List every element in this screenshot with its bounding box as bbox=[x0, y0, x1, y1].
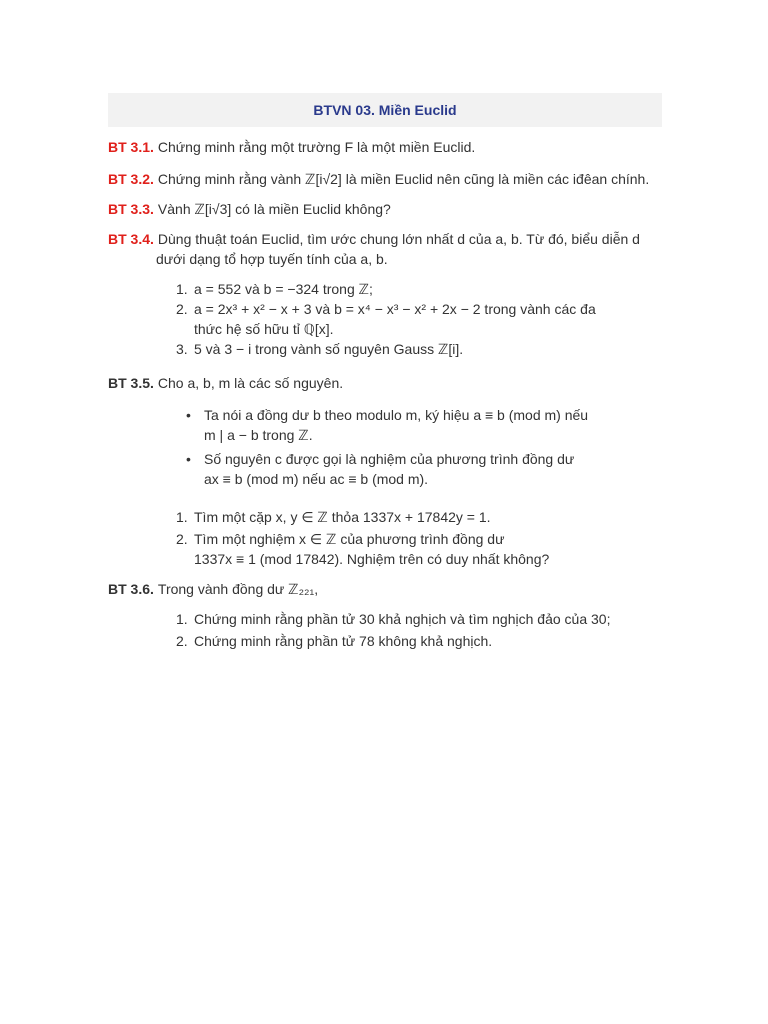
item-text-continued: 1337x ≡ 1 (mod 17842). Nghiệm trên có duy nhất không? bbox=[194, 551, 550, 567]
bullet-text: Số nguyên c được gọi là nghiệm của phương trình đồng dư bbox=[204, 451, 575, 467]
exercise-label: BT 3.3. bbox=[108, 201, 154, 217]
exercise-3-3 bbox=[108, 199, 662, 219]
list-item bbox=[176, 299, 662, 339]
list-item bbox=[176, 529, 662, 569]
list-item bbox=[176, 507, 662, 527]
exercise-text-continued: dưới dạng tổ hợp tuyến tính của a, b. bbox=[156, 251, 388, 267]
item-number: 2. bbox=[176, 633, 188, 649]
exercise-text: Trong vành đồng dư ℤ₂₂₁, bbox=[157, 581, 319, 597]
item-text: a = 552 và b = −324 trong ℤ; bbox=[194, 281, 373, 297]
item-text: Tìm một cặp x, y ∈ ℤ thỏa 1337x + 17842y = 1. bbox=[194, 509, 491, 525]
item-number: 1. bbox=[176, 509, 188, 525]
exercise-3-5 bbox=[108, 373, 662, 569]
exercise-text: Dùng thuật toán Euclid, tìm ước chung lớn nhất d của a, b. Từ đó, biểu diễn d bbox=[157, 231, 640, 247]
item-text: 5 và 3 − i trong vành số nguyên Gauss ℤ[i]. bbox=[194, 341, 464, 357]
exercise-text: Vành ℤ[i√3] có là miền Euclid không? bbox=[157, 201, 391, 217]
list-item bbox=[176, 631, 662, 651]
bullet-glyph: • bbox=[186, 451, 191, 467]
item-number: 1. bbox=[176, 611, 188, 627]
bullet-glyph: • bbox=[186, 407, 191, 423]
item-number: 3. bbox=[176, 341, 188, 357]
item-text: Chứng minh rằng phần tử 30 khả nghịch và tìm nghịch đảo của 30; bbox=[194, 611, 611, 627]
exercise-label: BT 3.4. bbox=[108, 231, 154, 247]
document-title: BTVN 03. Miền Euclid bbox=[313, 102, 457, 118]
item-text: Tìm một nghiệm x ∈ ℤ của phương trình đồng dư bbox=[194, 531, 505, 547]
exercise-text: Cho a, b, m là các số nguyên. bbox=[157, 375, 344, 391]
item-text: Chứng minh rằng phần tử 78 không khả nghịch. bbox=[194, 633, 493, 649]
list-item bbox=[176, 339, 662, 359]
exercise-label: BT 3.2. bbox=[108, 171, 154, 187]
bullet-text: Ta nói a đồng dư b theo modulo m, ký hiệu a ≡ b (mod m) nếu bbox=[204, 407, 589, 423]
subquestion-list bbox=[176, 609, 662, 651]
title-bar bbox=[108, 93, 662, 127]
exercise-text: Chứng minh rằng một trường F là một miền Euclid. bbox=[157, 139, 476, 155]
bullet-item bbox=[186, 449, 662, 489]
exercise-3-4 bbox=[108, 229, 662, 359]
item-text-continued: thức hệ số hữu tỉ ℚ[x]. bbox=[194, 321, 334, 337]
subquestion-list bbox=[176, 507, 662, 569]
definition-bullets bbox=[186, 405, 662, 489]
exercise-label: BT 3.6. bbox=[108, 581, 154, 597]
bullet-text-continued: m | a − b trong ℤ. bbox=[204, 427, 313, 443]
list-item bbox=[176, 609, 662, 629]
exercise-label: BT 3.5. bbox=[108, 375, 154, 391]
item-number: 2. bbox=[176, 301, 188, 317]
exercise-3-2 bbox=[108, 169, 662, 189]
document-page bbox=[108, 93, 662, 651]
subquestion-list bbox=[176, 279, 662, 359]
bullet-text-continued: ax ≡ b (mod m) nếu ac ≡ b (mod m). bbox=[204, 471, 429, 487]
item-number: 2. bbox=[176, 531, 188, 547]
item-number: 1. bbox=[176, 281, 188, 297]
bullet-item bbox=[186, 405, 662, 445]
item-text: a = 2x³ + x² − x + 3 và b = x⁴ − x³ − x² + 2x − 2 trong vành các đa bbox=[194, 301, 596, 317]
exercise-3-1 bbox=[108, 137, 662, 157]
exercise-text: Chứng minh rằng vành ℤ[i√2] là miền Euclid nên cũng là miền các iđêan chính. bbox=[157, 171, 650, 187]
list-item bbox=[176, 279, 662, 299]
exercise-3-6 bbox=[108, 579, 662, 651]
exercise-label: BT 3.1. bbox=[108, 139, 154, 155]
